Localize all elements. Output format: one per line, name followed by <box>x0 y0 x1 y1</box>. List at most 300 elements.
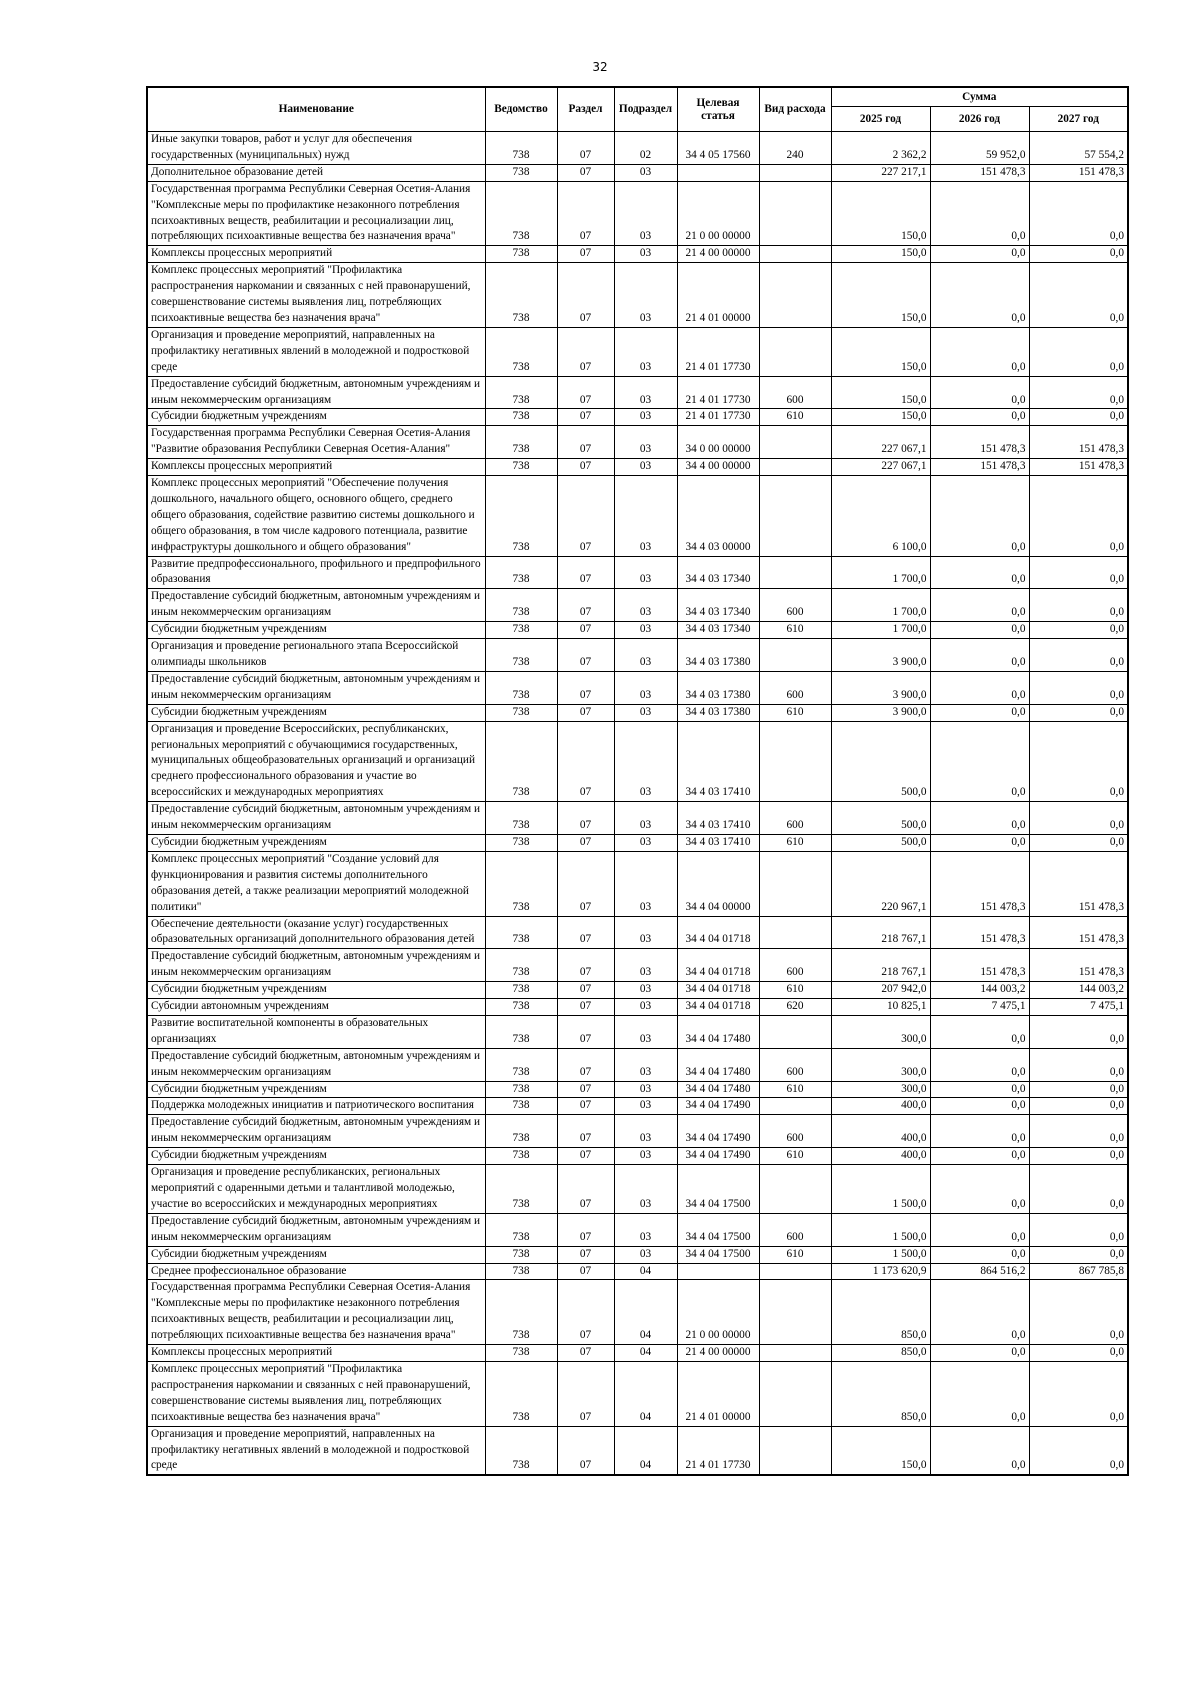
cell-2027: 0,0 <box>1029 1165 1128 1214</box>
cell-expense-type: 620 <box>759 999 831 1016</box>
cell-2025: 300,0 <box>831 1081 930 1098</box>
cell-2026: 0,0 <box>930 1213 1029 1246</box>
table-row <box>147 263 1128 328</box>
header-target: Целевая статья <box>677 87 759 132</box>
cell-2025: 400,0 <box>831 1115 930 1148</box>
cell-subsection: 03 <box>614 704 677 721</box>
cell-2026: 0,0 <box>930 671 1029 704</box>
cell-2025: 150,0 <box>831 376 930 409</box>
cell-section: 07 <box>557 1345 614 1362</box>
cell-2025: 10 825,1 <box>831 999 930 1016</box>
cell-expense-type: 610 <box>759 1246 831 1263</box>
cell-target: 34 4 03 17340 <box>677 556 759 589</box>
table-row <box>147 999 1128 1016</box>
cell-2027: 0,0 <box>1029 834 1128 851</box>
cell-expense-type: 610 <box>759 704 831 721</box>
cell-2027: 0,0 <box>1029 704 1128 721</box>
cell-subsection: 03 <box>614 671 677 704</box>
cell-section: 07 <box>557 589 614 622</box>
cell-name: Обеспечение деятельности (оказание услуг) государственных образовательных организаций дополнительного образования детей <box>147 916 485 949</box>
table-row <box>147 1148 1128 1165</box>
cell-expense-type <box>759 181 831 246</box>
cell-2026: 0,0 <box>930 1081 1029 1098</box>
cell-expense-type: 610 <box>759 622 831 639</box>
table-row <box>147 476 1128 557</box>
cell-2027: 0,0 <box>1029 246 1128 263</box>
cell-2026: 0,0 <box>930 1098 1029 1115</box>
cell-name: Развитие воспитательной компоненты в образовательных организациях <box>147 1015 485 1048</box>
cell-department: 738 <box>485 1048 557 1081</box>
cell-target: 21 4 01 17730 <box>677 409 759 426</box>
cell-2025: 3 900,0 <box>831 671 930 704</box>
cell-expense-type <box>759 246 831 263</box>
cell-2027: 151 478,3 <box>1029 459 1128 476</box>
cell-department: 738 <box>485 949 557 982</box>
table-row <box>147 851 1128 916</box>
cell-subsection: 03 <box>614 164 677 181</box>
cell-section: 07 <box>557 851 614 916</box>
table-row <box>147 704 1128 721</box>
cell-section: 07 <box>557 164 614 181</box>
cell-2027: 0,0 <box>1029 1115 1128 1148</box>
cell-2027: 0,0 <box>1029 556 1128 589</box>
header-2026: 2026 год <box>930 107 1029 132</box>
cell-2026: 0,0 <box>930 1426 1029 1475</box>
cell-2027: 0,0 <box>1029 671 1128 704</box>
cell-expense-type <box>759 263 831 328</box>
cell-target <box>677 1263 759 1280</box>
cell-subsection: 03 <box>614 1148 677 1165</box>
table-row <box>147 916 1128 949</box>
cell-department: 738 <box>485 376 557 409</box>
cell-name: Предоставление субсидий бюджетным, автономным учреждениям и иным некоммерческим организациям <box>147 671 485 704</box>
cell-subsection: 03 <box>614 999 677 1016</box>
cell-subsection: 03 <box>614 1115 677 1148</box>
cell-subsection: 03 <box>614 1015 677 1048</box>
table-row <box>147 1246 1128 1263</box>
cell-expense-type: 600 <box>759 589 831 622</box>
cell-section: 07 <box>557 327 614 376</box>
cell-section: 07 <box>557 1361 614 1426</box>
cell-name: Предоставление субсидий бюджетным, автономным учреждениям и иным некоммерческим организациям <box>147 376 485 409</box>
cell-expense-type: 600 <box>759 376 831 409</box>
cell-department: 738 <box>485 1246 557 1263</box>
table-row <box>147 459 1128 476</box>
cell-2027: 0,0 <box>1029 1246 1128 1263</box>
cell-name: Комплекс процессных мероприятий "Создание условий для функционирования и развития системы дополнительного образования детей, а также реализации мероприятий молодежной политики" <box>147 851 485 916</box>
cell-name: Предоставление субсидий бюджетным, автономным учреждениям и иным некоммерческим организациям <box>147 589 485 622</box>
cell-subsection: 04 <box>614 1345 677 1362</box>
cell-2027: 144 003,2 <box>1029 982 1128 999</box>
table-row <box>147 1213 1128 1246</box>
table-row <box>147 1263 1128 1280</box>
cell-2025: 1 500,0 <box>831 1246 930 1263</box>
cell-target: 34 4 04 17500 <box>677 1246 759 1263</box>
cell-name: Субсидии бюджетным учреждениям <box>147 1081 485 1098</box>
cell-department: 738 <box>485 1015 557 1048</box>
table-body <box>147 132 1128 1476</box>
cell-2026: 864 516,2 <box>930 1263 1029 1280</box>
cell-2026: 151 478,3 <box>930 164 1029 181</box>
cell-2025: 150,0 <box>831 1426 930 1475</box>
cell-target <box>677 164 759 181</box>
cell-2025: 150,0 <box>831 409 930 426</box>
cell-section: 07 <box>557 1098 614 1115</box>
cell-2025: 2 362,2 <box>831 132 930 165</box>
cell-target: 34 4 04 01718 <box>677 982 759 999</box>
cell-section: 07 <box>557 426 614 459</box>
cell-2027: 7 475,1 <box>1029 999 1128 1016</box>
cell-2026: 0,0 <box>930 556 1029 589</box>
cell-2027: 0,0 <box>1029 1048 1128 1081</box>
cell-section: 07 <box>557 1148 614 1165</box>
cell-expense-type: 600 <box>759 671 831 704</box>
cell-subsection: 03 <box>614 1246 677 1263</box>
cell-2026: 0,0 <box>930 1246 1029 1263</box>
cell-expense-type <box>759 639 831 672</box>
cell-section: 07 <box>557 704 614 721</box>
cell-expense-type <box>759 476 831 557</box>
cell-2026: 0,0 <box>930 1048 1029 1081</box>
table-row <box>147 1081 1128 1098</box>
cell-2026: 0,0 <box>930 639 1029 672</box>
cell-name: Комплексы процессных мероприятий <box>147 459 485 476</box>
cell-expense-type: 610 <box>759 1081 831 1098</box>
cell-2025: 850,0 <box>831 1345 930 1362</box>
cell-name: Предоставление субсидий бюджетным, автономным учреждениям и иным некоммерческим организациям <box>147 802 485 835</box>
cell-target: 21 4 00 00000 <box>677 1345 759 1362</box>
cell-target: 34 4 04 17490 <box>677 1148 759 1165</box>
cell-section: 07 <box>557 132 614 165</box>
cell-department: 738 <box>485 556 557 589</box>
cell-department: 738 <box>485 999 557 1016</box>
cell-2027: 151 478,3 <box>1029 426 1128 459</box>
table-row <box>147 622 1128 639</box>
cell-2026: 0,0 <box>930 1345 1029 1362</box>
cell-name: Государственная программа Республики Северная Осетия-Алания "Комплексные меры по профилактике незаконного потребления психоактивных веществ, реабилитации и ресоциализации лиц, потребляющих психоактивные вещества без назначения врача" <box>147 181 485 246</box>
cell-section: 07 <box>557 639 614 672</box>
cell-2025: 400,0 <box>831 1098 930 1115</box>
cell-name: Государственная программа Республики Северная Осетия-Алания "Развитие образования Республики Северная Осетия-Алания" <box>147 426 485 459</box>
cell-department: 738 <box>485 834 557 851</box>
cell-department: 738 <box>485 246 557 263</box>
cell-2026: 0,0 <box>930 1165 1029 1214</box>
cell-subsection: 03 <box>614 409 677 426</box>
cell-expense-type <box>759 1280 831 1345</box>
cell-name: Развитие предпрофессионального, профильного и предпрофильного образования <box>147 556 485 589</box>
header-department: Ведомство <box>485 87 557 132</box>
cell-target: 34 4 05 17560 <box>677 132 759 165</box>
cell-department: 738 <box>485 1081 557 1098</box>
table-row <box>147 949 1128 982</box>
cell-expense-type: 600 <box>759 949 831 982</box>
cell-department: 738 <box>485 1213 557 1246</box>
cell-section: 07 <box>557 263 614 328</box>
cell-department: 738 <box>485 1098 557 1115</box>
cell-section: 07 <box>557 1263 614 1280</box>
cell-2025: 150,0 <box>831 327 930 376</box>
cell-name: Субсидии бюджетным учреждениям <box>147 982 485 999</box>
cell-target: 34 4 00 00000 <box>677 459 759 476</box>
cell-target: 34 4 03 17410 <box>677 834 759 851</box>
cell-2025: 207 942,0 <box>831 982 930 999</box>
cell-2025: 1 700,0 <box>831 589 930 622</box>
cell-2026: 0,0 <box>930 263 1029 328</box>
cell-expense-type: 610 <box>759 982 831 999</box>
cell-subsection: 03 <box>614 327 677 376</box>
page-number: 32 <box>592 60 608 74</box>
cell-2026: 0,0 <box>930 1361 1029 1426</box>
cell-expense-type: 610 <box>759 409 831 426</box>
cell-2026: 0,0 <box>930 721 1029 802</box>
cell-department: 738 <box>485 1426 557 1475</box>
cell-target: 34 4 04 17480 <box>677 1015 759 1048</box>
cell-2026: 151 478,3 <box>930 851 1029 916</box>
cell-name: Организация и проведение мероприятий, направленных на профилактику негативных явлений в молодежной и подростковой среде <box>147 327 485 376</box>
cell-subsection: 03 <box>614 476 677 557</box>
cell-2027: 0,0 <box>1029 476 1128 557</box>
cell-target: 34 4 04 01718 <box>677 999 759 1016</box>
cell-2027: 0,0 <box>1029 721 1128 802</box>
cell-name: Иные закупки товаров, работ и услуг для обеспечения государственных (муниципальных) нужд <box>147 132 485 165</box>
cell-2025: 218 767,1 <box>831 916 930 949</box>
cell-subsection: 03 <box>614 181 677 246</box>
cell-2026: 151 478,3 <box>930 426 1029 459</box>
cell-department: 738 <box>485 639 557 672</box>
cell-2026: 0,0 <box>930 834 1029 851</box>
cell-subsection: 03 <box>614 263 677 328</box>
cell-section: 07 <box>557 949 614 982</box>
cell-expense-type <box>759 851 831 916</box>
cell-subsection: 03 <box>614 639 677 672</box>
cell-section: 07 <box>557 459 614 476</box>
cell-section: 07 <box>557 1015 614 1048</box>
cell-2026: 7 475,1 <box>930 999 1029 1016</box>
cell-2027: 0,0 <box>1029 639 1128 672</box>
cell-expense-type <box>759 1361 831 1426</box>
cell-target: 21 0 00 00000 <box>677 1280 759 1345</box>
cell-expense-type <box>759 459 831 476</box>
cell-2025: 1 500,0 <box>831 1213 930 1246</box>
cell-2027: 0,0 <box>1029 1098 1128 1115</box>
table-row <box>147 1115 1128 1148</box>
cell-name: Комплексы процессных мероприятий <box>147 246 485 263</box>
cell-department: 738 <box>485 164 557 181</box>
header-sum: Сумма <box>831 87 1128 107</box>
cell-name: Организация и проведение регионального этапа Всероссийской олимпиады школьников <box>147 639 485 672</box>
cell-section: 07 <box>557 1081 614 1098</box>
table-row <box>147 426 1128 459</box>
cell-2027: 151 478,3 <box>1029 851 1128 916</box>
cell-subsection: 03 <box>614 556 677 589</box>
cell-section: 07 <box>557 1213 614 1246</box>
cell-name: Поддержка молодежных инициатив и патриотического воспитания <box>147 1098 485 1115</box>
cell-name: Комплекс процессных мероприятий "Профилактика распространения наркомании и связанных с ней правонарушений, совершенствование системы выявления лиц, потребляющих психоактивные вещества без назначения врача" <box>147 1361 485 1426</box>
cell-2027: 0,0 <box>1029 1426 1128 1475</box>
table-row <box>147 132 1128 165</box>
cell-subsection: 03 <box>614 1213 677 1246</box>
cell-name: Предоставление субсидий бюджетным, автономным учреждениям и иным некоммерческим организациям <box>147 1048 485 1081</box>
header-2027: 2027 год <box>1029 107 1128 132</box>
table-row <box>147 376 1128 409</box>
table-row <box>147 1048 1128 1081</box>
cell-section: 07 <box>557 622 614 639</box>
cell-name: Субсидии бюджетным учреждениям <box>147 834 485 851</box>
cell-2025: 400,0 <box>831 1148 930 1165</box>
cell-subsection: 03 <box>614 834 677 851</box>
cell-2025: 500,0 <box>831 721 930 802</box>
table-row <box>147 164 1128 181</box>
cell-2027: 151 478,3 <box>1029 949 1128 982</box>
cell-expense-type <box>759 327 831 376</box>
cell-2026: 0,0 <box>930 409 1029 426</box>
table-row <box>147 671 1128 704</box>
cell-2026: 0,0 <box>930 246 1029 263</box>
cell-subsection: 03 <box>614 426 677 459</box>
cell-subsection: 03 <box>614 589 677 622</box>
cell-2026: 151 478,3 <box>930 459 1029 476</box>
cell-subsection: 04 <box>614 1263 677 1280</box>
cell-subsection: 03 <box>614 982 677 999</box>
cell-expense-type <box>759 426 831 459</box>
cell-expense-type: 240 <box>759 132 831 165</box>
cell-2027: 0,0 <box>1029 409 1128 426</box>
cell-section: 07 <box>557 916 614 949</box>
cell-2025: 300,0 <box>831 1048 930 1081</box>
cell-subsection: 03 <box>614 622 677 639</box>
cell-2027: 57 554,2 <box>1029 132 1128 165</box>
cell-target: 21 4 01 00000 <box>677 263 759 328</box>
cell-department: 738 <box>485 916 557 949</box>
cell-2027: 0,0 <box>1029 1148 1128 1165</box>
cell-target: 34 4 03 00000 <box>677 476 759 557</box>
cell-department: 738 <box>485 671 557 704</box>
cell-section: 07 <box>557 721 614 802</box>
cell-target: 34 0 00 00000 <box>677 426 759 459</box>
cell-2025: 1 500,0 <box>831 1165 930 1214</box>
table-row <box>147 721 1128 802</box>
table-row <box>147 982 1128 999</box>
cell-department: 738 <box>485 1361 557 1426</box>
cell-2026: 144 003,2 <box>930 982 1029 999</box>
cell-2027: 0,0 <box>1029 327 1128 376</box>
table-row <box>147 181 1128 246</box>
cell-expense-type: 600 <box>759 1213 831 1246</box>
cell-department: 738 <box>485 263 557 328</box>
cell-department: 738 <box>485 327 557 376</box>
cell-2027: 867 785,8 <box>1029 1263 1128 1280</box>
cell-2025: 227 067,1 <box>831 426 930 459</box>
cell-department: 738 <box>485 1115 557 1148</box>
cell-subsection: 03 <box>614 949 677 982</box>
cell-department: 738 <box>485 851 557 916</box>
cell-subsection: 03 <box>614 1048 677 1081</box>
cell-target: 34 4 04 01718 <box>677 949 759 982</box>
cell-target: 21 0 00 00000 <box>677 181 759 246</box>
cell-department: 738 <box>485 409 557 426</box>
cell-2026: 0,0 <box>930 589 1029 622</box>
cell-name: Предоставление субсидий бюджетным, автономным учреждениям и иным некоммерческим организациям <box>147 1213 485 1246</box>
cell-2026: 151 478,3 <box>930 949 1029 982</box>
cell-expense-type <box>759 1263 831 1280</box>
cell-target: 34 4 03 17340 <box>677 589 759 622</box>
cell-2025: 1 700,0 <box>831 556 930 589</box>
cell-2026: 0,0 <box>930 802 1029 835</box>
cell-department: 738 <box>485 181 557 246</box>
cell-2025: 500,0 <box>831 834 930 851</box>
cell-2025: 227 067,1 <box>831 459 930 476</box>
cell-subsection: 03 <box>614 246 677 263</box>
cell-2025: 227 217,1 <box>831 164 930 181</box>
cell-2026: 0,0 <box>930 1115 1029 1148</box>
cell-target: 34 4 03 17340 <box>677 622 759 639</box>
cell-2027: 0,0 <box>1029 802 1128 835</box>
table-row <box>147 556 1128 589</box>
cell-2025: 150,0 <box>831 263 930 328</box>
cell-target: 34 4 04 00000 <box>677 851 759 916</box>
table-row <box>147 1015 1128 1048</box>
cell-department: 738 <box>485 721 557 802</box>
cell-department: 738 <box>485 704 557 721</box>
cell-name: Субсидии бюджетным учреждениям <box>147 622 485 639</box>
cell-name: Субсидии бюджетным учреждениям <box>147 1148 485 1165</box>
table-row <box>147 802 1128 835</box>
cell-expense-type <box>759 721 831 802</box>
table-row <box>147 1165 1128 1214</box>
cell-department: 738 <box>485 589 557 622</box>
cell-target: 34 4 04 17480 <box>677 1081 759 1098</box>
cell-section: 07 <box>557 409 614 426</box>
cell-2027: 0,0 <box>1029 181 1128 246</box>
cell-department: 738 <box>485 982 557 999</box>
cell-expense-type <box>759 164 831 181</box>
cell-name: Организация и проведение республиканских, региональных мероприятий с одаренными детьми и талантливой молодежью, участие во всероссийских и международных мероприятиях <box>147 1165 485 1214</box>
cell-name: Субсидии бюджетным учреждениям <box>147 409 485 426</box>
cell-target: 34 4 04 17480 <box>677 1048 759 1081</box>
cell-department: 738 <box>485 802 557 835</box>
cell-section: 07 <box>557 1048 614 1081</box>
cell-2026: 0,0 <box>930 1148 1029 1165</box>
cell-subsection: 03 <box>614 1081 677 1098</box>
cell-name: Среднее профессиональное образование <box>147 1263 485 1280</box>
cell-department: 738 <box>485 459 557 476</box>
table-row <box>147 1098 1128 1115</box>
cell-subsection: 04 <box>614 1280 677 1345</box>
header-2025: 2025 год <box>831 107 930 132</box>
cell-department: 738 <box>485 132 557 165</box>
cell-target: 21 4 01 17730 <box>677 376 759 409</box>
cell-2025: 218 767,1 <box>831 949 930 982</box>
cell-expense-type: 600 <box>759 802 831 835</box>
cell-2027: 0,0 <box>1029 1213 1128 1246</box>
cell-subsection: 03 <box>614 851 677 916</box>
cell-section: 07 <box>557 376 614 409</box>
cell-expense-type: 600 <box>759 1048 831 1081</box>
table-row <box>147 834 1128 851</box>
cell-2027: 0,0 <box>1029 263 1128 328</box>
cell-2027: 0,0 <box>1029 1361 1128 1426</box>
cell-department: 738 <box>485 476 557 557</box>
cell-subsection: 02 <box>614 132 677 165</box>
cell-name: Субсидии автономным учреждениям <box>147 999 485 1016</box>
cell-name: Организация и проведение Всероссийских, республиканских, региональных мероприятий с обучающимися государственных, муниципальных общеобразовательных организаций и организаций среднего профессионального образования и участие во всероссийских и международных мероприятиях <box>147 721 485 802</box>
cell-section: 07 <box>557 834 614 851</box>
cell-name: Организация и проведение мероприятий, направленных на профилактику негативных явлений в молодежной и подростковой среде <box>147 1426 485 1475</box>
cell-section: 07 <box>557 982 614 999</box>
cell-expense-type <box>759 1165 831 1214</box>
cell-2025: 850,0 <box>831 1280 930 1345</box>
cell-section: 07 <box>557 476 614 557</box>
